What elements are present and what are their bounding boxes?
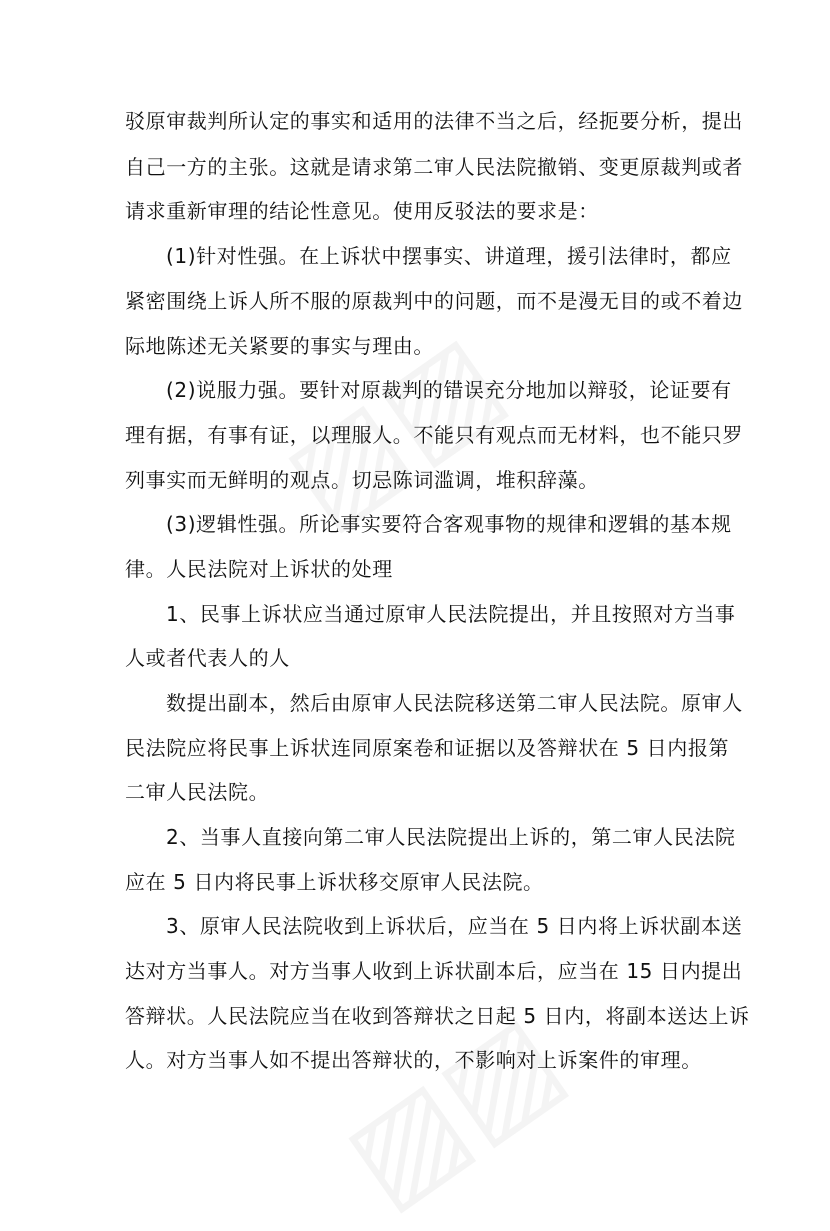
text-line: (3)逻辑性强。所论事实要符合客观事物的规律和逻辑的基本规	[166, 512, 732, 536]
text-line: 律。人民法院对上诉状的处理	[125, 557, 393, 581]
text-line: 数提出副本，然后由原审人民法院移送第二审人民法院。原审人	[166, 691, 743, 715]
text-line: (1)针对性强。在上诉状中摆事实、讲道理，援引法律时，都应	[166, 244, 732, 268]
text-line: 达对方当事人。对方当事人收到上诉状副本后，应当在 15 日内提出	[125, 959, 743, 983]
text-line: 际地陈述无关紧要的事实与理由。	[125, 334, 434, 358]
text-line: 理有据，有事有证，以理服人。不能只有观点而无材料，也不能只罗	[125, 423, 743, 447]
text-line: 自己一方的主张。这就是请求第二审人民法院撤销、变更原裁判或者	[125, 155, 743, 179]
text-line: 二审人民法院。	[125, 780, 270, 804]
text-line: 人。对方当事人如不提出答辩状的，不影响对上诉案件的审理。	[125, 1048, 702, 1072]
text-line: 列事实而无鲜明的观点。切忌陈词滥调，堆积辞藻。	[125, 468, 599, 492]
text-line: 3、原审人民法院收到上诉状后，应当在 5 日内将上诉状副本送	[166, 914, 743, 938]
text-line: 答辩状。人民法院应当在收到答辩状之日起 5 日内，将副本送达上诉	[125, 1004, 750, 1028]
text-line: 请求重新审理的结论性意见。使用反驳法的要求是：	[125, 199, 599, 223]
text-line: (2)说服力强。要针对原裁判的错误充分地加以辩驳，论证要有	[166, 378, 732, 402]
text-line: 2、当事人直接向第二审人民法院提出上诉的，第二审人民法院	[166, 825, 736, 849]
text-line: 紧密围绕上诉人所不服的原裁判中的问题，而不是漫无目的或不着边	[125, 289, 743, 313]
text-line: 人或者代表人的人	[125, 646, 290, 670]
text-line: 民法院应将民事上诉状连同原案卷和证据以及答辩状在 5 日内报第	[125, 736, 730, 760]
text-line: 应在 5 日内将民事上诉状移交原审人民法院。	[125, 870, 544, 894]
text-line: 1、民事上诉状应当通过原审人民法院提出，并且按照对方当事	[166, 602, 736, 626]
text-line: 驳原审裁判所认定的事实和适用的法律不当之后，经扼要分析，提出	[125, 109, 743, 133]
